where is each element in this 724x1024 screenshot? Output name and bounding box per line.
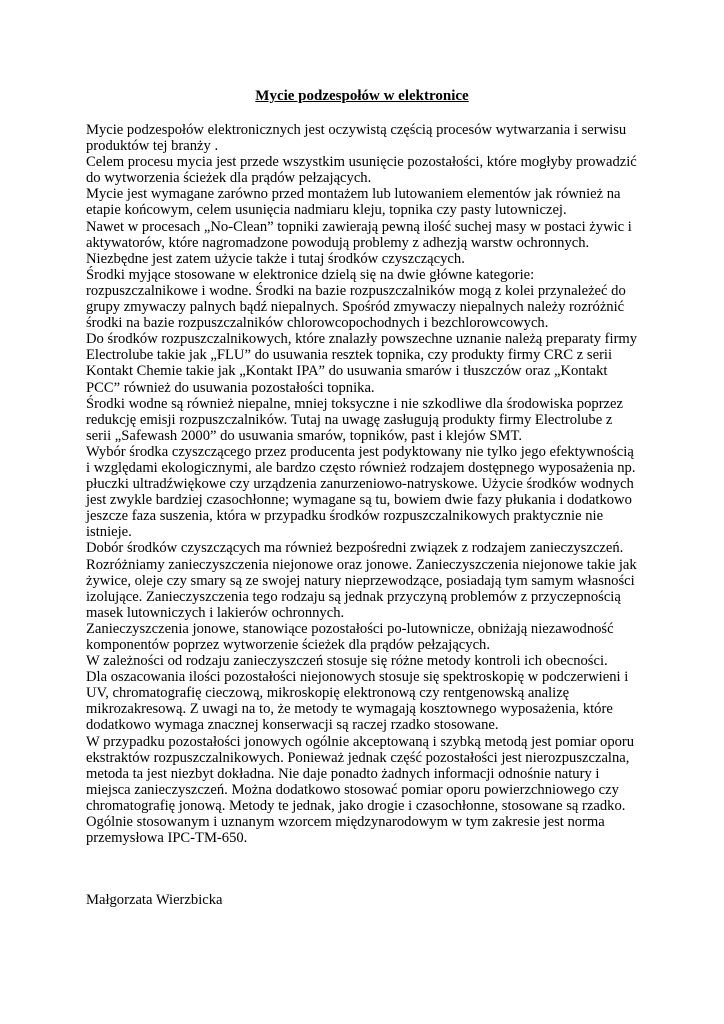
paragraph: [86, 669, 646, 733]
text-line: rozpuszczalnikowe i wodne. Środki na bazie rozpuszczalników mogą z kolei przynależeć do: [86, 282, 626, 299]
text-line: żywice, oleje czy smary są ze swojej natury nieprzewodzące, posiadają tym samym własności: [86, 572, 635, 589]
text-line: Zanieczyszczenia jonowe, stanowiące pozostałości po-lutownicze, obniżają niezawodność: [86, 620, 614, 637]
text-line: aktywatorów, które nagromadzone powodują problemy z adhezją warstw ochronnych.: [86, 234, 590, 251]
text-line: Niezbędne jest zatem użycie także i tutaj środków czyszczących.: [86, 250, 465, 267]
paragraph: [86, 444, 646, 541]
paragraph: [86, 331, 646, 395]
text-line: miejsca zanieczyszczeń. Można dodatkowo stosować pomiar oporu powierzchniowego czy: [86, 781, 619, 798]
text-line: redukcję emisji rozpuszczalników. Tutaj na uwagę zasługują produkty firmy Electrolube z: [86, 411, 613, 428]
text-line: Celem procesu mycia jest przede wszystkim usunięcie pozostałości, które mogłyby prowadzić: [86, 154, 637, 171]
text-line: Środki myjące stosowane w elektronice dzielą się na dwie główne kategorie:: [86, 266, 535, 283]
text-line: serii „Safewash 2000” do usuwania smarów, topników, past i klejów SMT.: [86, 427, 522, 444]
text-line: PCC” również do usuwania pozostałości topnika.: [86, 379, 375, 396]
text-line: przemysłowa IPC-TM-650.: [86, 830, 248, 847]
text-line: Nawet w procesach „No-Clean” topniki zawierają pewną ilość suchej masy w postaci żywic i: [86, 218, 632, 235]
text-line: Rozróżniamy zanieczyszczenia niejonowe oraz jonowe. Zanieczyszczenia niejonowe takie jak: [86, 556, 637, 573]
paragraph: [86, 540, 646, 620]
paragraph: [86, 653, 646, 669]
paragraph: [86, 267, 646, 331]
paragraph: [86, 122, 646, 154]
text-line: Mycie podzespołów elektronicznych jest oczywistą częścią procesów wytwarzania i serwisu: [86, 122, 627, 138]
text-line: Kontakt Chemie takie jak „Kontakt IPA” do usuwania smarów i tłuszczów oraz „Kontakt: [86, 363, 608, 380]
text-line: metoda ta jest niezbyt dokładna. Nie daje ponadto żadnych informacji odnośnie natury i: [86, 765, 600, 782]
paragraph: [86, 734, 646, 847]
paragraph: [86, 154, 646, 186]
text-line: izolujące. Zanieczyszczenia tego rodzaju są jednak przyczyną problemów z przyczepnością: [86, 588, 621, 605]
text-line: ekstraktów rozpuszczalnikowych. Ponieważ jednak część pozostałości jest nierozpuszczalna,: [86, 749, 630, 766]
text-line: produktów tej branży .: [86, 138, 219, 155]
text-line: Środki wodne są również niepalne, mniej toksyczne i nie szkodliwe dla środowiska poprzez: [86, 395, 623, 412]
text-line: Mycie jest wymagane zarówno przed montażem lub lutowaniem elementów jak również na: [86, 186, 621, 203]
author-signature: Małgorzata Wierzbicka: [86, 892, 223, 908]
text-line: W przypadku pozostałości jonowych ogólnie akceptowaną i szybką metodą jest pomiar oporu: [86, 733, 635, 750]
document-title: Mycie podzespołów w elektronice: [255, 88, 469, 104]
paragraph: [86, 186, 646, 218]
paragraph: [86, 621, 646, 653]
text-line: W zależności od rodzaju zanieczyszczeń stosuje się różne metody kontroli ich obecności.: [86, 653, 608, 670]
text-line: istnieje.: [86, 524, 132, 541]
text-line: Do środków rozpuszczalnikowych, które znalazły powszechne uznanie należą preparaty firmy: [86, 331, 638, 348]
text-line: UV, chromatografię cieczową, mikroskopię elektronową czy rentgenowską analizę: [86, 685, 570, 702]
text-line: środki na bazie rozpuszczalników chlorowcopochodnych i bezchlorowcowych.: [86, 315, 549, 332]
text-line: etapie końcowym, celem usunięcia nadmiaru kleju, topnika czy pasty lutowniczej.: [86, 202, 567, 219]
text-line: Ogólnie stosowanym i uznanym wzorcem międzynarodowym w tym zakresie jest norma: [86, 814, 605, 831]
text-line: jeszcze faza suszenia, która w przypadku środków rozpuszczalnikowych praktycznie nie: [86, 508, 604, 525]
text-line: płuczki ultradźwiękowe czy urządzenia zanurzeniowo-natryskowe. Użycie środków wodnych: [86, 476, 634, 493]
paragraph: [86, 219, 646, 267]
paragraph: [86, 396, 646, 444]
text-line: i względami ekologicznymi, ale bardzo często również rodzajem dostępnego wyposażenia np.: [86, 459, 636, 476]
text-line: jest zwykle bardziej czasochłonne; wymagane są tu, bowiem dwie fazy płukania i dodatkowo: [86, 492, 632, 509]
text-line: grupy zmywaczy palnych bądź niepalnych. Spośród zmywaczy niepalnych należy rozróżnić: [86, 299, 625, 316]
text-line: chromatografię jonową. Metody te jednak, jako drogie i czasochłonne, stosowane są rzadko.: [86, 797, 626, 814]
document-body: [86, 122, 646, 846]
text-line: komponentów poprzez wytworzenie ścieżek dla prądów pełzających.: [86, 637, 490, 653]
text-line: Dla oszacowania ilości pozostałości niejonowych stosuje się spektroskopię w podczerwieni i: [86, 669, 629, 686]
text-line: dodatkowo wymaga znacznej konserwacji są raczej rzadko stosowane.: [86, 717, 499, 734]
text-line: do wytworzenia ścieżek dla prądów pełzających.: [86, 170, 372, 187]
text-line: Wybór środka czyszczącego przez producenta jest podyktowany nie tylko jego efektywnością: [86, 443, 634, 460]
text-line: Dobór środków czyszczących ma również bezpośredni związek z rodzajem zanieczyszczeń.: [86, 540, 624, 557]
text-line: Electrolube takie jak „FLU” do usuwania resztek topnika, czy produkty firmy CRC z serii: [86, 347, 613, 364]
text-line: mikrozakresową. Z uwagi na to, że metody te wymagają kosztownego wyposażenia, które: [86, 701, 613, 718]
text-line: masek lutowniczych i lakierów ochronnych.: [86, 604, 345, 621]
